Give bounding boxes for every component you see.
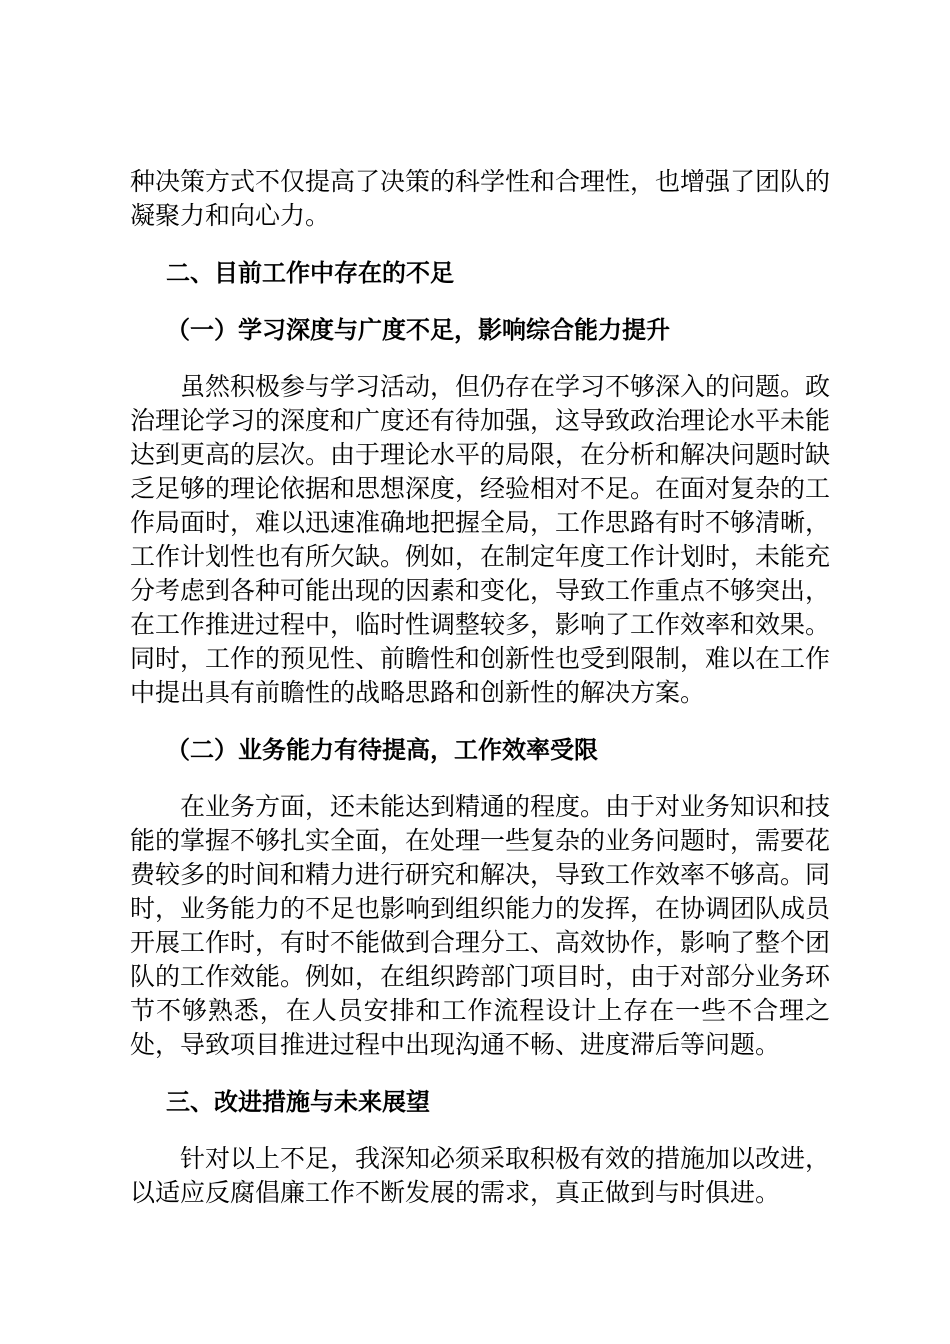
section-heading-3: 三、改进措施与未来展望 (166, 1088, 430, 1116)
subsection-heading-1: （一）学习深度与广度不足，影响综合能力提升 (166, 316, 670, 344)
subsection-heading-2: （二）业务能力有待提高，工作效率受限 (166, 736, 598, 764)
document-body (130, 165, 830, 1233)
section-heading-2: 二、目前工作中存在的不足 (166, 259, 454, 287)
paragraph-improvement: 针对以上不足，我深知必须采取积极有效的措施加以改进，以适应反腐倡廉工作不断发展的需求，真正做到与时俱进。 (130, 1144, 831, 1207)
paragraph-business-ability: 在业务方面，还未能达到精通的程度。由于对业务知识和技能的掌握不够扎实全面，在处理一些复杂的业务问题时，需要花费较多的时间和精力进行研究和解决，导致工作效率不够高。同时，业务能力的不足也影响到组织能力的发挥，在协调团队成员开展工作时，有时不能做到合理分工、高效协作，影响了整个团队的工作效能。例如，在组织跨部门项目时，由于对部分业务环节不够熟悉，在人员安排和工作流程设计上存在一些不合理之处，导致项目推进过程中出现沟通不畅、进度滞后等问题。 (130, 792, 831, 1059)
paragraph-continuation: 种决策方式不仅提高了决策的科学性和合理性，也增强了团队的凝聚力和向心力。 (130, 167, 831, 230)
paragraph-learning-depth: 虽然积极参与学习活动，但仍存在学习不够深入的问题。政治理论学习的深度和广度还有待加强，这导致政治理论水平未能达到更高的层次。由于理论水平的局限，在分析和解决问题时缺乏足够的理论依据和思想深度，经验相对不足。在面对复杂的工作局面时，难以迅速准确地把握全局，工作思路有时不够清晰，工作计划性也有所欠缺。例如，在制定年度工作计划时，未能充分考虑到各种可能出现的因素和变化，导致工作重点不够突出，在工作推进过程中，临时性调整较多，影响了工作效率和效果。同时，工作的预见性、前瞻性和创新性也受到限制，难以在工作中提出具有前瞻性的战略思路和创新性的解决方案。 (130, 372, 831, 707)
